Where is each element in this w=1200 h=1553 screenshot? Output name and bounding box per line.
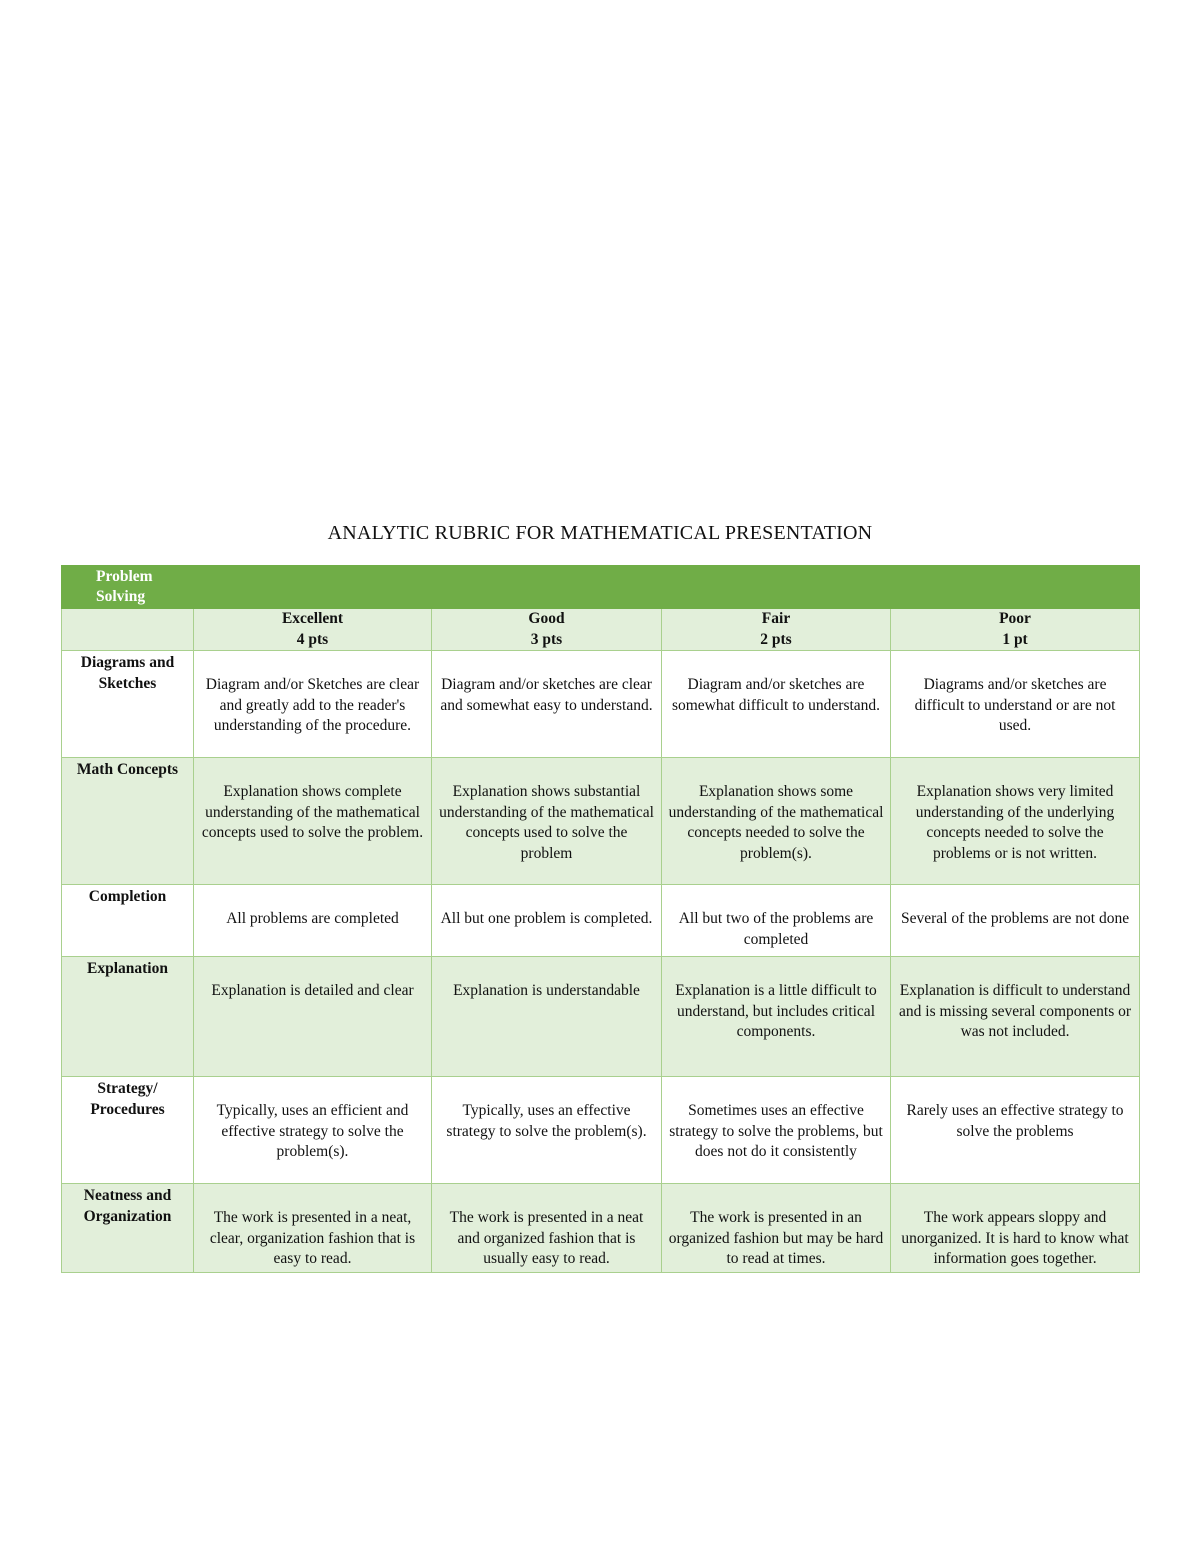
criterion-label: Diagrams and Sketches xyxy=(62,651,194,758)
criterion-label: Completion xyxy=(62,885,194,957)
level-points: 2 pts xyxy=(760,630,792,648)
rubric-cell: Sometimes uses an effective strategy to solve the problems, but does not do it consistently xyxy=(662,1077,891,1184)
rubric-cell: Explanation shows substantial understanding of the mathematical concepts used to solve the problem xyxy=(432,758,662,885)
rubric-cell: Explanation is understandable xyxy=(432,957,662,1077)
level-points: 4 pts xyxy=(296,630,329,648)
rubric-cell: All but two of the problems are completed xyxy=(662,885,891,957)
rubric-cell: Diagram and/or sketches are somewhat difficult to understand. xyxy=(662,651,891,758)
rubric-cell: Explanation is difficult to understand and is missing several components or was not included. xyxy=(891,957,1140,1077)
document-title: ANALYTIC RUBRIC FOR MATHEMATICAL PRESENTATION xyxy=(327,522,873,544)
table-row xyxy=(62,651,1140,758)
rubric-cell: The work is presented in a neat and organized fashion that is usually easy to read. xyxy=(432,1184,662,1273)
rubric-cell: Explanation is a little difficult to understand, but includes critical components. xyxy=(662,957,891,1077)
level-header xyxy=(432,609,662,651)
level-header xyxy=(662,609,891,651)
criterion-label: Strategy/ Procedures xyxy=(62,1077,194,1184)
level-points: 1 pt xyxy=(1002,630,1028,648)
level-name: Poor xyxy=(999,610,1031,627)
rubric-cell: Diagram and/or Sketches are clear and greatly add to the reader's understanding of the procedure. xyxy=(194,651,432,758)
criterion-label: Explanation xyxy=(62,957,194,1077)
rubric-header-row xyxy=(62,566,1140,609)
table-row xyxy=(62,885,1140,957)
levels-row xyxy=(62,609,1140,651)
rubric-cell: Diagram and/or sketches are clear and somewhat easy to understand. xyxy=(432,651,662,758)
rubric-cell: Typically, uses an efficient and effective strategy to solve the problem(s). xyxy=(194,1077,432,1184)
level-header xyxy=(891,609,1140,651)
table-row xyxy=(62,957,1140,1077)
rubric-cell: Explanation is detailed and clear xyxy=(194,957,432,1077)
level-header xyxy=(194,609,432,651)
rubric-table xyxy=(61,565,1140,1273)
rubric-cell: Explanation shows very limited understanding of the underlying concepts needed to solve the problems or is not written. xyxy=(891,758,1140,885)
criterion-label: Neatness and Organization xyxy=(62,1184,194,1273)
rubric-cell: Rarely uses an effective strategy to solve the problems xyxy=(891,1077,1140,1184)
table-row xyxy=(62,1184,1140,1273)
rubric-cell: The work is presented in an organized fashion but may be hard to read at times. xyxy=(662,1184,891,1273)
rubric-cell: Explanation shows complete understanding of the mathematical concepts used to solve the problem. xyxy=(194,758,432,885)
table-row xyxy=(62,758,1140,885)
rubric-cell: All problems are completed xyxy=(194,885,432,957)
table-row xyxy=(62,1077,1140,1184)
rubric-cell: The work is presented in a neat, clear, organization fashion that is easy to read. xyxy=(194,1184,432,1273)
rubric-cell: Typically, uses an effective strategy to solve the problem(s). xyxy=(432,1077,662,1184)
level-name: Excellent xyxy=(281,610,344,627)
level-name: Good xyxy=(528,610,565,627)
rubric-cell: All but one problem is completed. xyxy=(432,885,662,957)
rubric-cell: Diagrams and/or sketches are difficult to understand or are not used. xyxy=(891,651,1140,758)
criterion-label: Math Concepts xyxy=(62,758,194,885)
corner-label: Problem Solving xyxy=(96,568,153,605)
level-name: Fair xyxy=(761,610,791,627)
level-points: 3 pts xyxy=(530,630,563,648)
rubric-cell: The work appears sloppy and unorganized. It is hard to know what information goes together. xyxy=(891,1184,1140,1273)
rubric-cell: Several of the problems are not done xyxy=(891,885,1140,957)
rubric-cell: Explanation shows some understanding of the mathematical concepts needed to solve the problem(s). xyxy=(662,758,891,885)
